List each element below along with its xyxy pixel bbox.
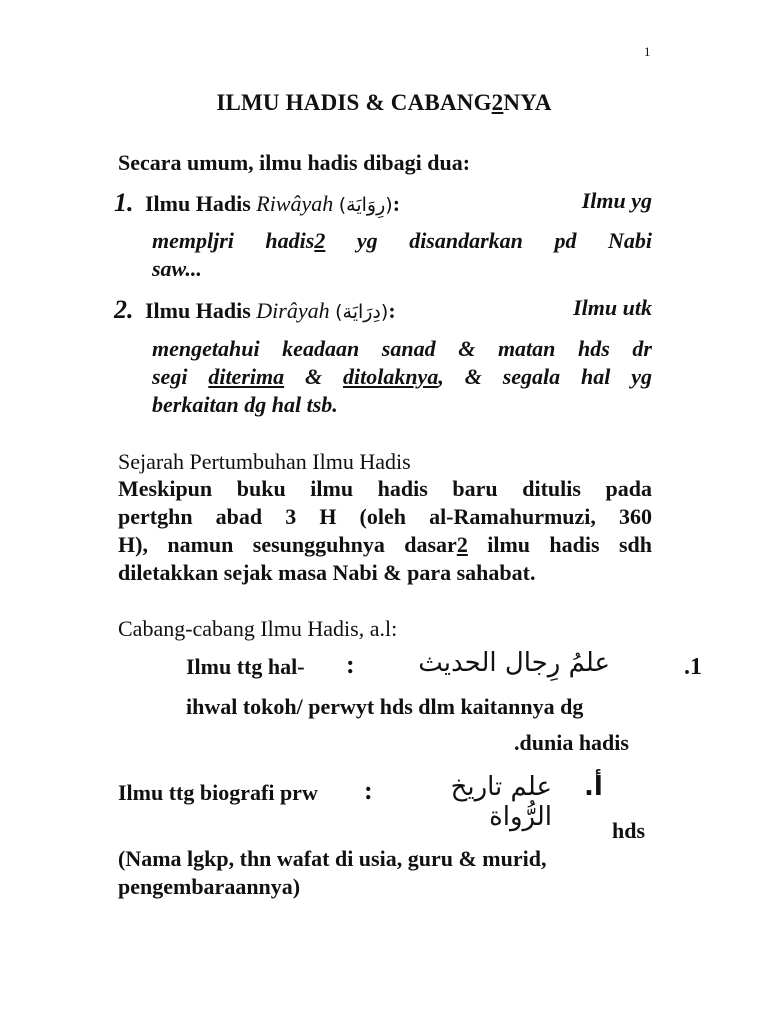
cabang-a-prefix: Ilmu ttg biografi prw <box>118 780 318 805</box>
item1-term-italic: Riwâyah <box>256 191 334 216</box>
item2-def-start: Ilmu utk <box>573 295 652 320</box>
cabang-a-line3: (Nama lgkp, thn wafat di usia, guru & murid, <box>118 846 547 871</box>
item1-number: 1. <box>114 188 134 217</box>
item2-colon: : <box>388 298 396 323</box>
cabang-a-arabic: علم تاريخ الرُّواة <box>450 772 552 832</box>
cabang1-prefix: Ilmu ttg hal- <box>186 654 305 679</box>
document-title <box>0 90 768 116</box>
item1-def-start: Ilmu yg <box>581 188 652 213</box>
cabang1-line2: ihwal tokoh/ perwyt hds dlm kaitannya dg <box>186 694 584 719</box>
item2-number: 2. <box>114 295 134 324</box>
sejarah-heading: Sejarah Pertumbuhan Ilmu Hadis <box>118 449 411 474</box>
cabang1-colon: : <box>346 650 355 679</box>
item2-l3c: & <box>304 364 323 389</box>
sejarah-line2: pertghn abad 3 H (oleh al-Ramahurmuzi, 360 <box>118 504 652 529</box>
title-text: ILMU HADIS & CABANG <box>216 90 492 115</box>
item2-l3e: , & segala hal yg <box>438 364 652 389</box>
sejarah-line3 <box>118 532 652 558</box>
intro-line: Secara umum, ilmu hadis dibagi dua: <box>118 150 471 175</box>
sejarah-l3c: ilmu hadis sdh <box>487 532 652 557</box>
title-suffix: NYA <box>503 90 552 115</box>
cabang1-number: .1 <box>684 654 702 680</box>
cabang-a-line4: pengembaraannya) <box>118 874 301 899</box>
title-two: 2 <box>491 90 504 115</box>
item2-line3 <box>152 364 652 390</box>
item1-line3: saw... <box>152 256 202 281</box>
item2-arabic: (دِرَايَة) <box>335 301 389 323</box>
item2-term: Ilmu Hadis <box>145 298 251 323</box>
item1-arabic: (رِوَايَة) <box>338 194 393 216</box>
cabang-a-line2: hds <box>612 818 646 843</box>
cabang-a-colon: : <box>364 776 373 805</box>
item1-term: Ilmu Hadis <box>145 191 251 216</box>
sejarah-l3b: 2 <box>456 532 468 557</box>
item2-l3b: diterima <box>208 364 285 389</box>
sejarah-l3a: H), namun sesungguhnya dasar <box>118 532 457 557</box>
item1-colon: : <box>392 191 401 216</box>
sejarah-line1: Meskipun buku ilmu hadis baru ditulis pada <box>118 476 652 501</box>
cabang-a-letter: أ. <box>584 772 603 802</box>
item2-line4: berkaitan dg hal tsb. <box>152 392 338 417</box>
item2-line1 <box>114 295 652 325</box>
item1-l2a: mempljri hadis <box>152 228 315 253</box>
cabang1-arabic: علمُ رِجال الحديث <box>418 648 610 678</box>
cabang-heading: Cabang-cabang Ilmu Hadis, a.l: <box>118 616 398 641</box>
item2-line2: mengetahui keadaan sanad & matan hds dr <box>152 336 652 361</box>
item2-l3d: ditolaknya <box>342 364 439 389</box>
item1-l2c: yg disandarkan pd Nabi <box>356 228 652 253</box>
item1-line2 <box>152 228 652 254</box>
sejarah-line4: diletakkan sejak masa Nabi & para sahabat. <box>118 560 536 585</box>
page-number: 1 <box>644 44 651 59</box>
item1-l2b: 2 <box>314 228 326 253</box>
item2-term-italic: Dirâyah <box>256 298 330 323</box>
cabang1-line3: .dunia hadis <box>514 730 629 755</box>
item2-l3a: segi <box>152 364 188 389</box>
item1-line1 <box>114 188 652 218</box>
